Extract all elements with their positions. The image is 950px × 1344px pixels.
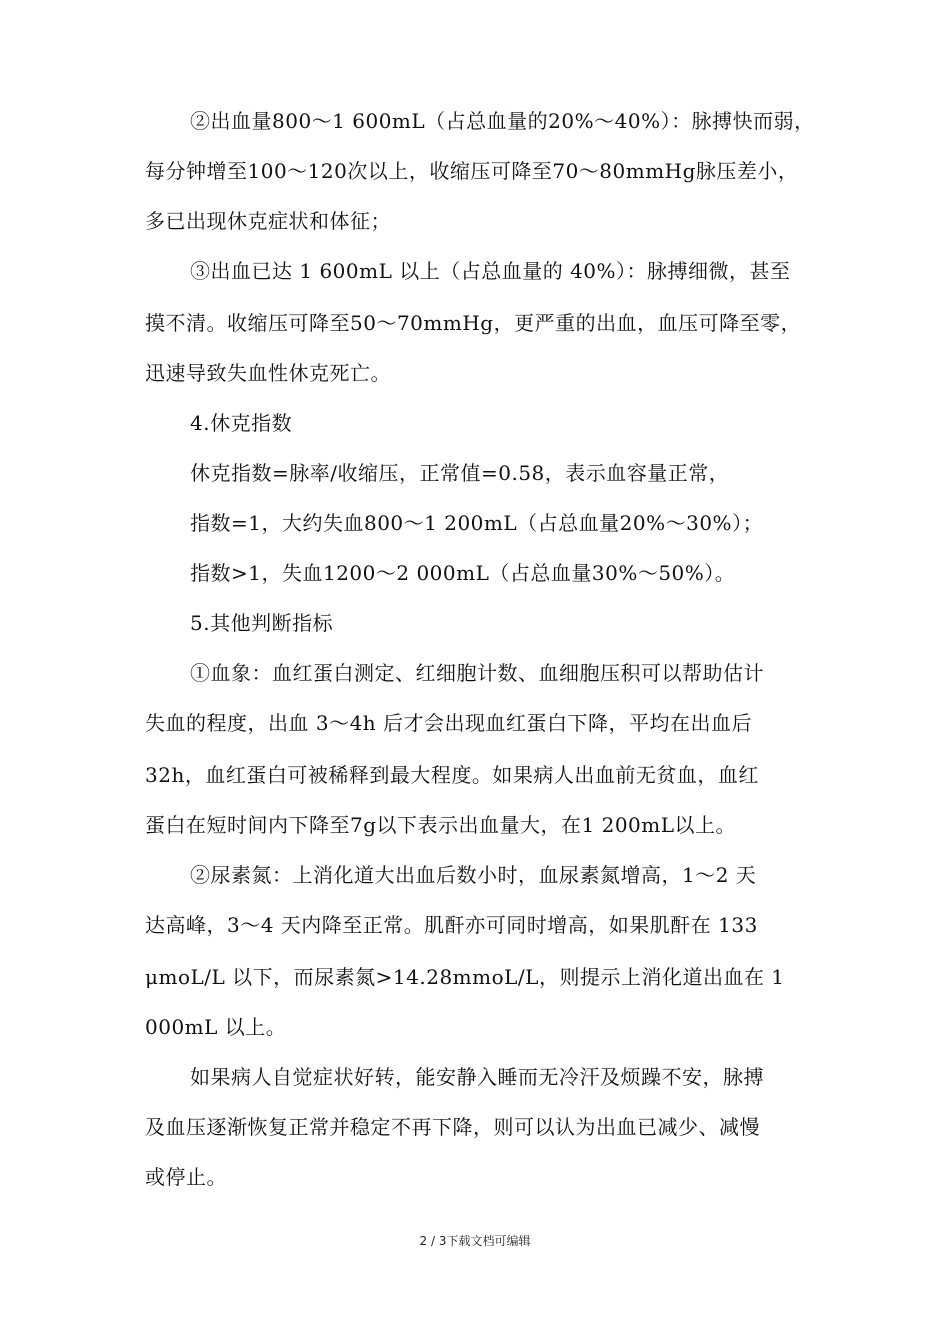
text-line: 多已出现休克症状和体征； [145,209,391,233]
text-line: ①血象：血红蛋白测定、红细胞计数、血细胞压积可以帮助估计 [190,661,764,685]
text-line: 32h，血红蛋白可被稀释到最大程度。如果病人出血前无贫血，血红 [145,763,759,787]
text-line: 如果病人自觉症状好转，能安静入睡而无冷汗及烦躁不安，脉搏 [190,1065,764,1089]
text-line: ②尿素氮：上消化道大出血后数小时，血尿素氮增高，1～2 天 [190,863,757,887]
text-line: 000mL 以上。 [145,1015,287,1039]
text-line: μmoL/L 以下，而尿素氮>14.28mmoL/L，则提示上消化道出血在 1 [145,965,785,989]
text-line: 达高峰，3～4 天内降至正常。肌酐亦可同时增高，如果肌酐在 133 [145,913,758,937]
text-line: 摸不清。收缩压可降至50～70mmHg，更严重的出血，血压可降至零， [145,311,802,335]
text-line: 及血压逐渐恢复正常并稳定不再下降，则可以认为出血已减少、减慢 [145,1115,760,1139]
text-line: ③出血已达 1 600mL 以上（占总血量的 40%）：脉搏细微，甚至 [190,259,791,283]
text-line: ②出血量800～1 600mL（占总血量的20%～40%）：脉搏快而弱， [190,109,815,133]
page-footer: 2 / 3下载文档可编辑 [419,1234,531,1248]
text-line: 失血的程度，出血 3～4h 后才会出现血红蛋白下降，平均在出血后 [145,711,753,735]
section-heading: 4.休克指数 [190,411,293,435]
text-line: 休克指数=脉率/收缩压，正常值=0.58，表示血容量正常， [190,461,730,485]
text-line: 每分钟增至100～120次以上，收缩压可降至70～80mmHg脉压差小， [145,159,799,183]
text-line: 迅速导致失血性休克死亡。 [145,361,391,385]
section-heading: 5.其他判断指标 [190,611,334,635]
text-line: 指数>1，失血1200～2 000mL（占总血量30%～50%）。 [190,561,736,585]
text-line: 蛋白在短时间内下降至7g以下表示出血量大，在1 200mL以上。 [145,813,737,837]
text-line: 指数=1，大约失血800～1 200mL（占总血量20%～30%）； [190,511,764,535]
text-line: 或停止。 [145,1165,227,1189]
